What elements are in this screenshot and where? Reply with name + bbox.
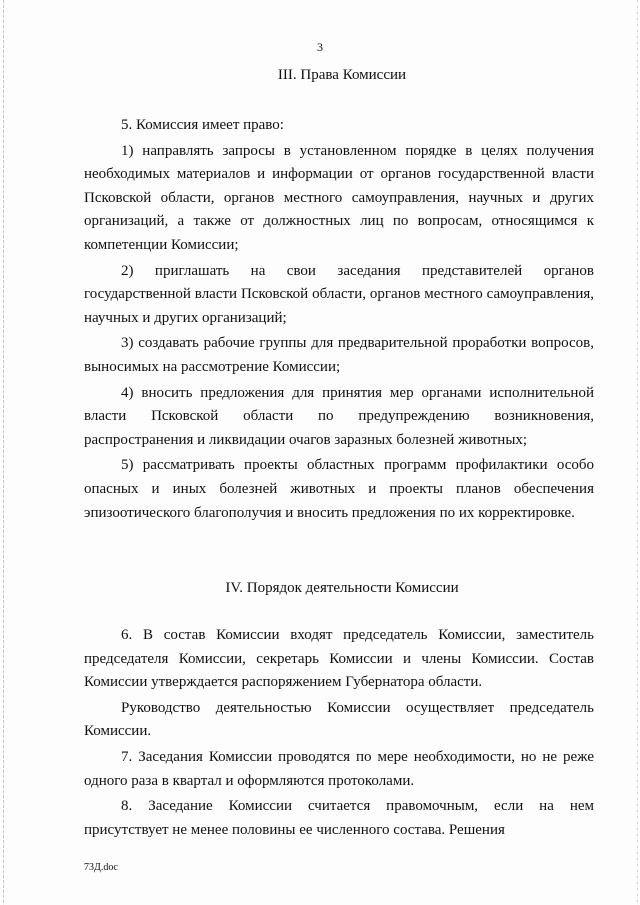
section-4-title: IV. Порядок деятельности Комиссии	[225, 580, 459, 596]
paragraph-5-item-4: 4) вносить предложения для принятия мер органами исполнительной власти Псковской области по предупреждению возникновения, распространения и ликвидации очагов заразных болезней животных;	[84, 384, 594, 448]
paragraph-5-item-3: 3) создавать рабочие группы для предварительной проработки вопросов, выносимых на рассмотрение Комиссии;	[84, 335, 594, 375]
paragraph-5-item-2: 2) приглашать на свои заседания представителей органов государственной власти Псковской области, органов местного самоуправления, научных и других организаций;	[84, 262, 594, 326]
file-name-footer: 73Д.doc	[84, 862, 118, 873]
scan-edge-right	[637, 0, 638, 905]
paragraph-6-leadership: Руководство деятельностью Комиссии осуществляет председатель Комиссии.	[84, 699, 594, 740]
page-number: 3	[317, 40, 323, 54]
paragraph-8: 8. Заседание Комиссии считается правомочным, если на нем присутствует не менее половины ее численного состава. Решения	[84, 798, 594, 838]
section-3-body	[84, 114, 594, 525]
paragraph-7: 7. Заседания Комиссии проводятся по мере необходимости, но не реже одного раза в квартал и оформляются протоколами.	[84, 748, 594, 789]
section-3-title: III. Права Комиссии	[277, 67, 407, 83]
paragraph-6: 6. В состав Комиссии входят председатель Комиссии, заместитель председателя Комиссии, секретарь Комиссии и члены Комиссии. Состав Комиссии утверждается распоряжением Губернатора области.	[84, 627, 594, 691]
paragraph-5-item-1: 1) направлять запросы в установленном порядке в целях получения необходимых материалов и информации от органов государственной власти Псковской области, органов местного самоуправления, научных и других организаций, а также от должностных лиц по вопросам, относящимся к компетенции Комиссии;	[84, 142, 594, 253]
paragraph-5-item-5: 5) рассматривать проекты областных программ профилактики особо опасных и иных болезней животных и проекты планов обеспечения эпизоотического благополучия и вносить предложения по их корректировке.	[84, 457, 594, 521]
scan-edge-left	[3, 0, 4, 905]
section-4-body	[84, 624, 594, 842]
paragraph-5-intro: 5. Комиссия имеет право:	[121, 117, 284, 133]
